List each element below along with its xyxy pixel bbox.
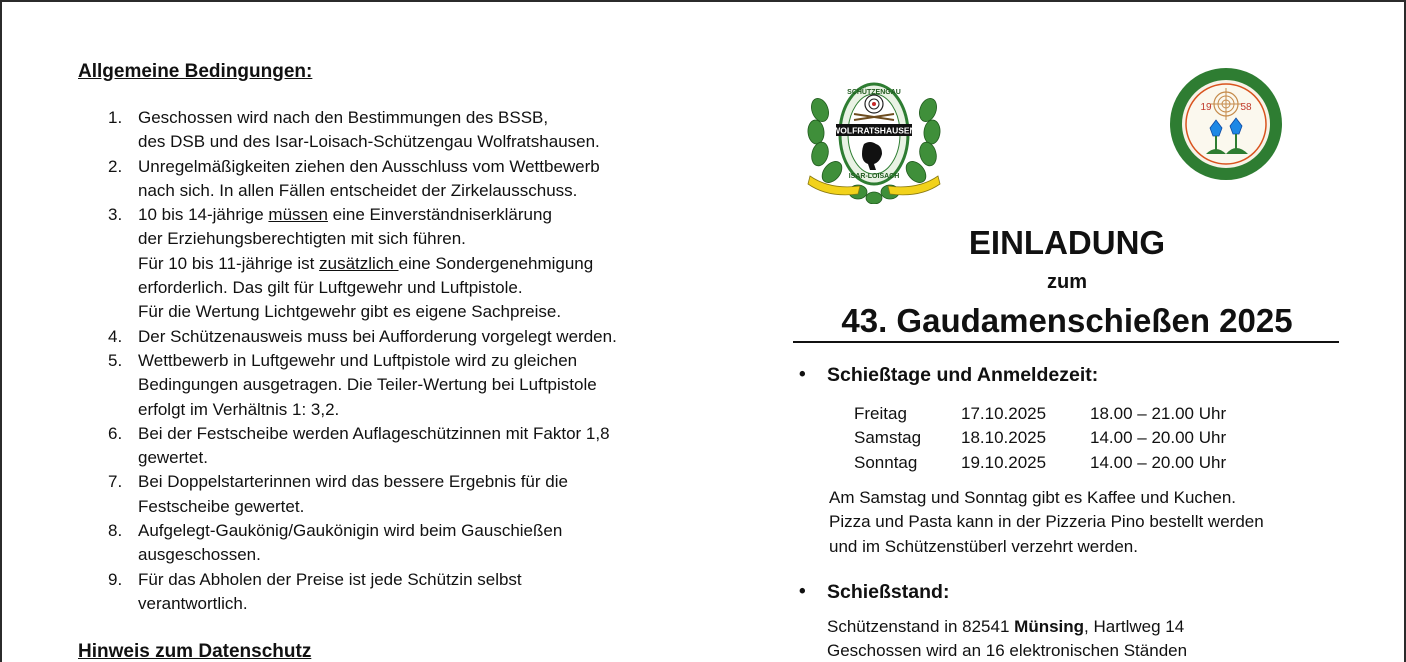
day-cell: Freitag xyxy=(854,404,907,423)
event-title: 43. Gaudamenschießen 2025 xyxy=(841,302,1293,339)
rule-number: 3. xyxy=(108,205,123,225)
bullet-icon: • xyxy=(799,581,806,602)
rule-number: 1. xyxy=(108,108,123,127)
rule-number: 6. xyxy=(108,423,123,443)
invitation-subtitle: zum xyxy=(1047,271,1087,293)
rule-text: erfolgt im Verhältnis 1: 3,2. xyxy=(138,399,340,419)
svg-text:58: 58 xyxy=(1240,102,1252,113)
rule-text: Festscheibe gewertet. xyxy=(138,496,305,516)
rule-text: Unregelmäßigkeiten ziehen den Ausschluss vom Wettbewerb xyxy=(138,156,600,176)
rule-text: des DSB und des Isar-Loisach-Schützengau Wolfratshausen. xyxy=(138,132,600,152)
bullet-icon: • xyxy=(799,364,806,385)
document-page xyxy=(2,2,1404,662)
note-line: Am Samstag und Sonntag gibt es Kaffee und Kuchen. xyxy=(829,487,1237,507)
rule-text-part: 10 bis 14-jährige xyxy=(138,205,269,225)
day-cell: Sonntag xyxy=(854,452,918,472)
rule-item-9 xyxy=(78,568,718,617)
table-row xyxy=(854,402,1226,426)
shooting-days-section xyxy=(792,362,1342,559)
range-info-line: Geschossen wird an 16 elektronischen Ständen xyxy=(827,641,1188,660)
invitation-column xyxy=(792,2,1342,662)
rule-item-8 xyxy=(78,519,718,568)
rule-text-part: eine Einverständniserklärung xyxy=(327,205,552,225)
note-line: Pizza und Pasta kann in der Pizzeria Pino bestellt werden xyxy=(829,512,1264,532)
rule-number: 8. xyxy=(108,521,123,541)
rule-item-3 xyxy=(78,203,718,324)
address-town: Münsing xyxy=(1014,617,1085,636)
invitation-title: EINLADUNG xyxy=(968,224,1166,261)
rule-item-7 xyxy=(78,470,718,519)
rule-text: Der Schützenausweis muss bei Aufforderung vorgelegt werden. xyxy=(138,326,617,346)
rule-text: Wettbewerb in Luftgewehr und Luftpistole wird zu gleichen xyxy=(138,350,578,370)
rule-text: der Erziehungsberechtigten mit sich führen. xyxy=(138,229,466,249)
rule-text-part: Für 10 bis 11-jährige ist xyxy=(138,253,320,273)
rule-item-2 xyxy=(78,155,718,204)
rule-item-4 xyxy=(78,325,718,349)
shooting-days-heading xyxy=(792,362,1342,388)
title-divider xyxy=(793,341,1339,343)
rule-text: Bei der Festscheibe werden Auflageschützinnen mit Faktor 1,8 xyxy=(138,423,610,443)
svg-text:ISAR-LOISACH: ISAR-LOISACH xyxy=(848,173,900,180)
invitation-title-block xyxy=(792,222,1342,342)
rule-item-1 xyxy=(78,106,718,155)
address-line xyxy=(827,615,1342,639)
rule-emphasis: müssen xyxy=(268,205,328,225)
rule-text: ausgeschossen. xyxy=(138,545,261,565)
privacy-heading: Hinweis zum Datenschutz xyxy=(78,641,312,662)
section-heading-text: Schießtage und Anmeldezeit: xyxy=(827,364,1099,386)
rule-text: verantwortlich. xyxy=(138,593,248,613)
rule-number: 2. xyxy=(108,156,123,176)
rule-emphasis: zusätzlich xyxy=(319,253,399,273)
shooting-days-table xyxy=(854,402,1226,475)
svg-text:SCHÜTZENGAU: SCHÜTZENGAU xyxy=(847,89,901,96)
rule-number: 4. xyxy=(108,326,123,346)
range-address xyxy=(827,615,1342,662)
schuetzengau-logo-icon xyxy=(806,80,942,204)
time-cell: 14.00 – 20.00 Uhr xyxy=(1090,452,1227,472)
conditions-column xyxy=(78,60,718,616)
rule-text: gewertet. xyxy=(138,448,208,468)
date-cell: 18.10.2025 xyxy=(961,428,1047,448)
rule-text: Für das Abholen der Preise ist jede Schützin selbst xyxy=(138,569,522,589)
conditions-list xyxy=(78,106,718,616)
shooting-range-section xyxy=(792,579,1342,662)
svg-text:WOLFRATSHAUSEN: WOLFRATSHAUSEN xyxy=(832,125,916,136)
rule-text: Geschossen wird nach den Bestimmungen des BSSB, xyxy=(138,108,549,127)
time-cell: 14.00 – 20.00 Uhr xyxy=(1090,428,1227,448)
rule-text: Für die Wertung Lichtgewehr gibt es eigene Sachpreise. xyxy=(138,302,562,322)
rule-text: Bei Doppelstarterinnen wird das bessere Ergebnis für die xyxy=(138,472,568,492)
rule-item-6 xyxy=(78,422,718,471)
catering-note xyxy=(829,486,1342,560)
date-cell: 17.10.2025 xyxy=(961,404,1047,423)
rule-text: erforderlich. Das gilt für Luftgewehr und Luftpistole. xyxy=(138,278,523,298)
rule-text xyxy=(138,252,718,276)
rule-text: Bedingungen ausgetragen. Die Teiler-Wertung bei Luftpistole xyxy=(138,375,597,395)
day-cell: Samstag xyxy=(854,428,922,448)
table-row xyxy=(854,451,1226,475)
note-line: und im Schützenstüberl verzehrt werden. xyxy=(829,536,1138,556)
shooting-range-heading xyxy=(792,579,1342,605)
address-text: Schützenstand in 82541 xyxy=(827,617,1015,636)
rule-number: 5. xyxy=(108,350,123,370)
date-cell: 19.10.2025 xyxy=(961,452,1047,472)
rule-number: 7. xyxy=(108,472,123,492)
address-text: , Hartlweg 14 xyxy=(1084,617,1185,636)
table-row xyxy=(854,426,1226,450)
rule-item-5 xyxy=(78,349,718,422)
conditions-heading: Allgemeine Bedingungen: xyxy=(78,61,313,82)
rule-text xyxy=(138,203,718,227)
section-heading-text: Schießstand: xyxy=(827,581,950,603)
rule-text: nach sich. In allen Fällen entscheidet der Zirkelausschuss. xyxy=(138,180,578,200)
rule-number: 9. xyxy=(108,569,123,589)
svg-text:19: 19 xyxy=(1200,102,1212,113)
rule-text-part: eine Sondergenehmigung xyxy=(398,253,594,273)
enzian-hohenrain-logo-icon xyxy=(1170,68,1282,180)
rule-text: Aufgelegt-Gaukönig/Gaukönigin wird beim Gauschießen xyxy=(138,521,563,541)
time-cell: 18.00 – 21.00 Uhr xyxy=(1090,404,1227,423)
